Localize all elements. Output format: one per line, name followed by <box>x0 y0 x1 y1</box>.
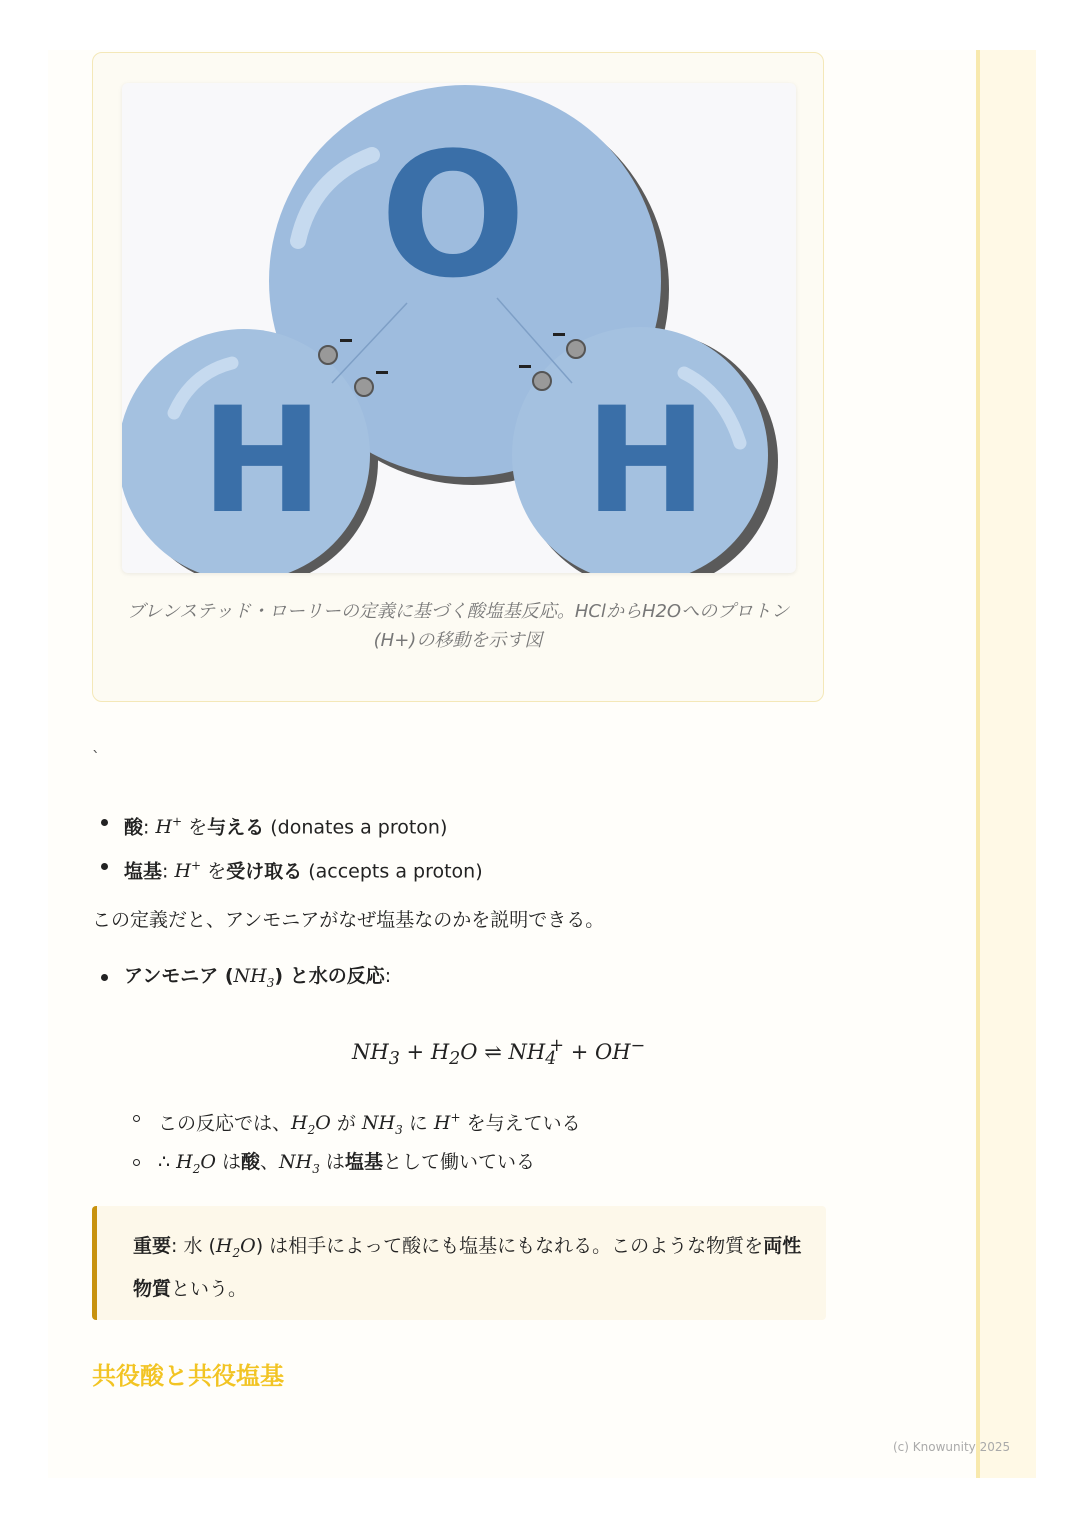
sub-bullet-circle <box>133 1159 140 1166</box>
electron-charge-icon <box>519 365 531 368</box>
term-base: 塩基 <box>124 860 163 883</box>
electron-charge-icon <box>376 371 388 374</box>
stray-mark: ` <box>92 748 100 767</box>
important-callout <box>92 1206 826 1320</box>
verb-donate: 与える <box>207 816 265 839</box>
callout-term: 両性物質 <box>133 1235 802 1300</box>
section-heading: 共役酸と共役塩基 <box>92 1362 284 1390</box>
particle: を <box>207 860 227 883</box>
electron-icon <box>355 378 373 396</box>
electron-charge-icon <box>340 339 352 342</box>
bullet-dot <box>101 863 108 870</box>
english-gloss: (donates a proton) <box>270 816 448 839</box>
definition-acid <box>124 808 447 841</box>
reaction-equation: $NH_3 + H_2O$ ⇌ $NH_4^+ + OH^-$ <box>352 1036 646 1070</box>
ion-h-plus: H+ <box>155 815 183 839</box>
definition-base <box>124 852 483 885</box>
ammonia-label: アンモニア $(NH_3)$ と水の反応 <box>124 965 385 990</box>
bullet-dot <box>101 819 108 826</box>
sub-bullet-circle <box>133 1115 140 1122</box>
electron-icon <box>533 372 551 390</box>
hydrogen-right-letter: H <box>584 376 708 546</box>
hydrogen-left-letter: H <box>200 376 324 546</box>
ion-h-plus: H+ <box>174 859 202 883</box>
copyright-footer: (c) Knowunity 2025 <box>893 1440 1011 1454</box>
colon: : <box>143 816 150 839</box>
colon: : <box>162 860 169 883</box>
particle: を <box>188 816 208 839</box>
explanation-paragraph: この定義だと、アンモニアがなぜ塩基なのかを説明できる。 <box>92 909 605 931</box>
verb-accept: 受け取る <box>226 860 303 883</box>
colon: : <box>384 965 392 987</box>
sub-bullet-second: ∴ $H_2O$ は酸、$NH_3$ は塩基として働いている <box>158 1151 535 1176</box>
ammonia-bullet <box>124 962 391 997</box>
callout-text: 重要: 水 $(H_2O)$ は相手によって酸にも塩基にもなれる。このような物質を両性物質という。 <box>133 1235 802 1300</box>
bullet-dot <box>101 974 108 981</box>
oxygen-letter: O <box>379 115 527 316</box>
electron-icon <box>319 346 337 364</box>
water-molecule-image <box>122 83 796 573</box>
callout-label: 重要 <box>133 1235 172 1257</box>
figure-caption: ブレンステッド・ローリーの定義に基づく酸塩基反応。HClからH2Oへのプロトン(H+)の移動を示す図 <box>126 601 790 651</box>
term-acid: 酸 <box>124 816 144 839</box>
electron-charge-icon <box>553 333 565 336</box>
figure-card <box>92 52 824 702</box>
sub-bullet-first: この反応では、$H_2O$ が $NH_3$ に H+ を与えている <box>158 1111 581 1138</box>
right-margin-strip <box>976 50 1036 1478</box>
water-molecule-diagram-icon <box>122 83 796 573</box>
english-gloss: (accepts a proton) <box>308 860 483 883</box>
electron-icon <box>567 340 585 358</box>
